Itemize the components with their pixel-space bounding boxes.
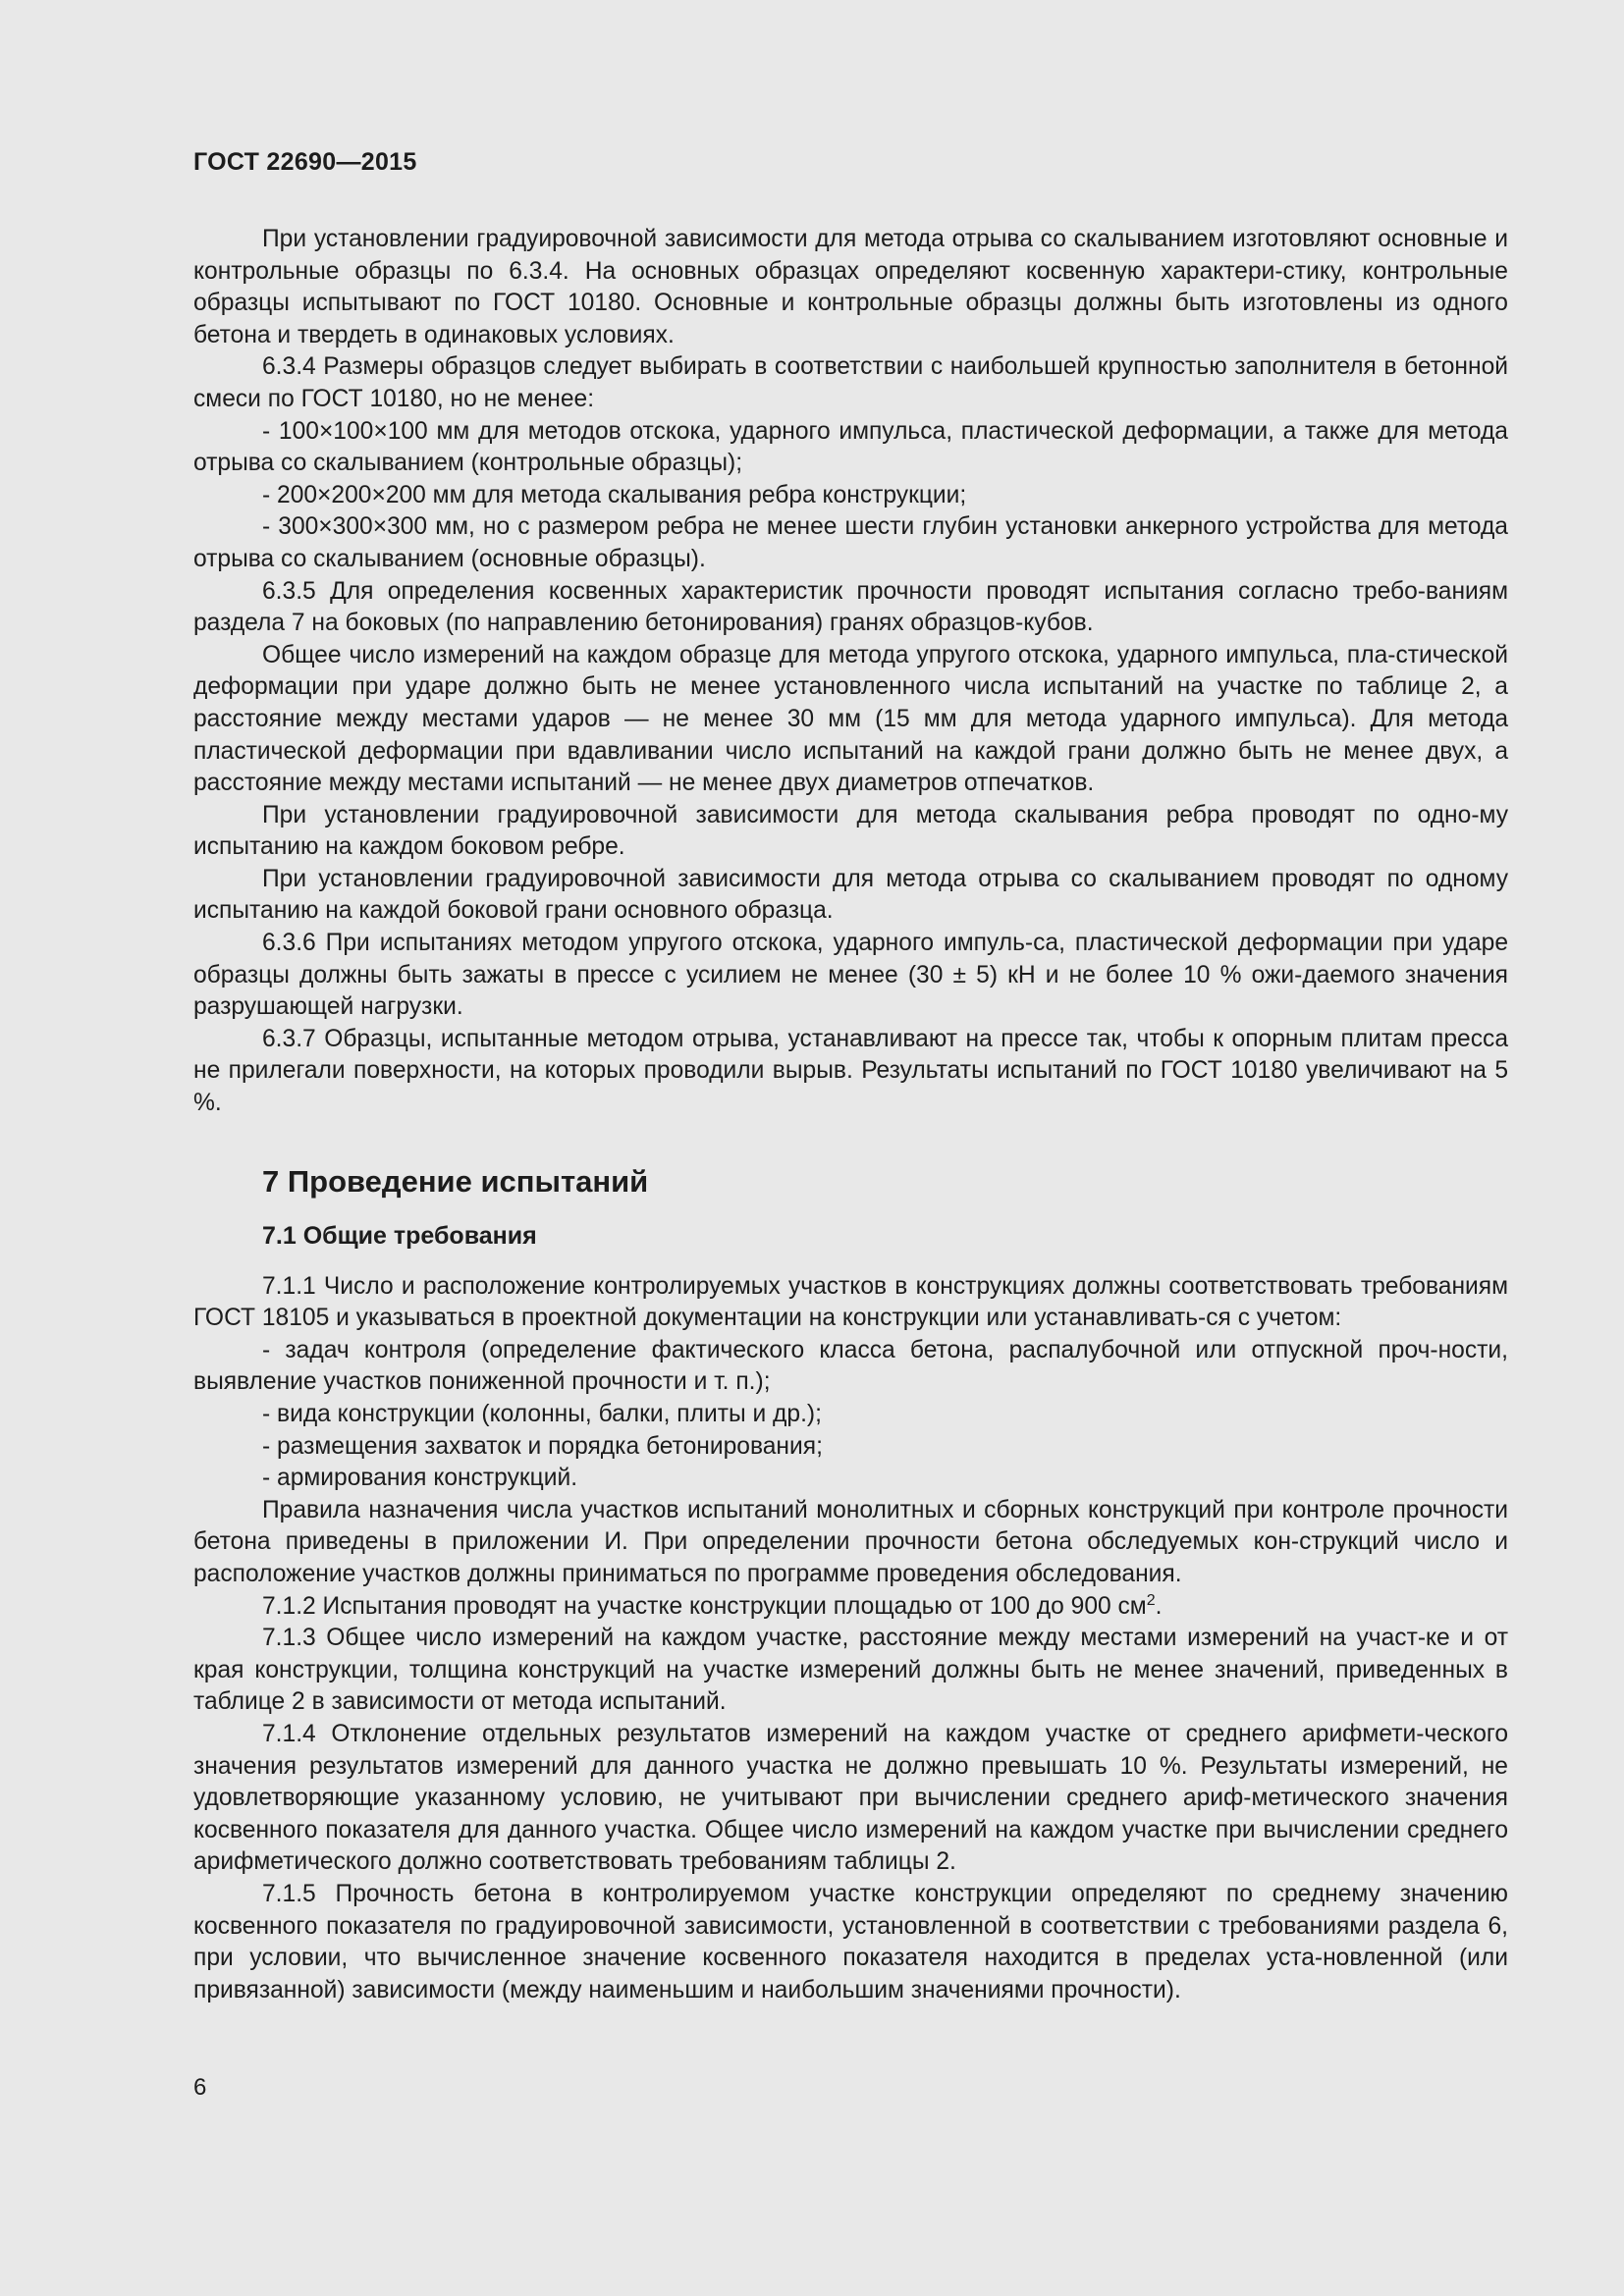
list-item: - вида конструкции (колонны, балки, плиты и др.); bbox=[262, 1401, 822, 1427]
paragraph-7-1-5: 7.1.5 Прочность бетона в контролируемом участке конструкции определяют по среднему значению косвенного показателя по градуировочной зависимости, установленной в соответствии с требованиями раздела 6, при условии, что вычисленное значение косвенного показателя находится в пределах уста-новленной (или привязанной) зависимости (между наименьшим и наибольшим значениями прочности). bbox=[193, 1880, 1508, 2003]
subsection-heading: 7.1 Общие требования bbox=[262, 1221, 537, 1250]
list-item: - 200×200×200 мм для метода скалывания ребра конструкции; bbox=[262, 481, 967, 508]
list-item: - 100×100×100 мм для методов отскока, ударного импульса, пластической деформации, а также для метода отрыва со скалыванием (контрольные образцы); bbox=[193, 417, 1508, 477]
paragraph-7-1-2 bbox=[193, 1591, 1508, 1624]
paragraph: При установлении градуировочной зависимости для метода отрыва со скалыванием изготовляют основные и контрольные образцы по 6.3.4. На основных образцах определяют косвенную характери-стику, контрольные образцы испытывают по ГОСТ 10180. Основные и контрольные образцы должны быть изготовлены из одного бетона и твердеть в одинаковых условиях. bbox=[193, 226, 1508, 348]
paragraph: При установлении градуировочной зависимости для метода скалывания ребра проводят по одно-му испытанию на каждом боковом ребре. bbox=[193, 801, 1508, 861]
paragraph-6-3-6: 6.3.6 При испытаниях методом упругого отскока, ударного импуль-са, пластической деформации при ударе образцы должны быть зажаты в прессе с усилием не менее (30 ± 5) кН и не более 10 % ожи-даемого значения разрушающей нагрузки. bbox=[193, 930, 1508, 1021]
paragraph-6-3-4: 6.3.4 Размеры образцов следует выбирать в соответствии с наибольшей крупностью заполнителя в бетонной смеси по ГОСТ 10180, но не менее: bbox=[193, 353, 1508, 412]
list-item: - размещения захваток и порядка бетонирования; bbox=[262, 1432, 823, 1460]
paragraph-7-1-3: 7.1.3 Общее число измерений на каждом участке, расстояние между местами измерений на участ-ке и от края конструкции, толщина конструкций на участке измерений должны быть не менее значений, приведенных в таблице 2 в зависимости от метода испытаний. bbox=[193, 1625, 1508, 1716]
paragraph-7-1-1: 7.1.1 Число и расположение контролируемых участков в конструкциях должны соответствовать требованиям ГОСТ 18105 и указываться в проектной документации на конструкции или устанавливать-ся с учетом: bbox=[193, 1272, 1508, 1332]
paragraph: При установлении градуировочной зависимости для метода отрыва со скалыванием проводят по одному испытанию на каждой боковой грани основного образца. bbox=[193, 865, 1508, 925]
superscript: 2 bbox=[1146, 1591, 1156, 1609]
paragraph-7-1-4: 7.1.4 Отклонение отдельных результатов измерений на каждом участке от среднего арифмети-ческого значения результатов измерений для данного участка не должно превышать 10 %. Результаты измерений, не удовлетворяющие указанному условию, не учитывают при вычислении среднего ариф-метического значения косвенного показателя для данного участка. Общее число измерений на каждом участке при вычислении среднего арифметического должно соответствовать требованиям таблицы 2. bbox=[193, 1720, 1508, 1876]
paragraph-6-3-7: 6.3.7 Образцы, испытанные методом отрыва, устанавливают на прессе так, чтобы к опорным плитам пресса не прилегали поверхности, на которых проводили вырыв. Результаты испытаний по ГОСТ 10180 увеличивают на 5 %. bbox=[193, 1025, 1508, 1117]
list-item: - 300×300×300 мм, но с размером ребра не менее шести глубин установки анкерного устройства для метода отрыва со скалыванием (основные образцы). bbox=[193, 513, 1508, 572]
body-text bbox=[193, 224, 1508, 2006]
paragraph-6-3-5: 6.3.5 Для определения косвенных характеристик прочности проводят испытания согласно требо-ваниям раздела 7 на боковых (по направлению бетонирования) гранях образцов-кубов. bbox=[193, 577, 1508, 637]
paragraph: Правила назначения числа участков испытаний монолитных и сборных конструкций при контроле прочности бетона приведены в приложении И. При определении прочности бетона обследуемых кон-струкций число и расположение участков должны приниматься по программе проведения обследования. bbox=[193, 1496, 1508, 1587]
paragraph: Общее число измерений на каждом образце для метода упругого отскока, ударного импульса, пла-стической деформации при ударе должно быть не менее установленного числа испытаний на участке по таблице 2, а расстояние между местами ударов — не менее 30 мм (15 мм для метода ударного импульса). Для метода пластической деформации при вдавливании число испытаний на каждой грани должно быть не менее двух, а расстояние между местами испытаний — не менее двух диаметров отпечатков. bbox=[193, 641, 1508, 797]
list-item: - задач контроля (определение фактического класса бетона, распалубочной или отпускной проч-ности, выявление участков пониженной прочности и т. п.); bbox=[193, 1336, 1508, 1396]
list-item: - армирования конструкций. bbox=[262, 1465, 578, 1492]
document-header: ГОСТ 22690—2015 bbox=[193, 148, 417, 176]
page-number: 6 bbox=[193, 2074, 207, 2101]
section-heading: 7 Проведение испытаний bbox=[262, 1163, 649, 1199]
paragraph-tail: . bbox=[1155, 1592, 1163, 1620]
paragraph-text: 7.1.2 Испытания проводят на участке конструкции площадью от 100 до 900 см bbox=[262, 1592, 1147, 1620]
